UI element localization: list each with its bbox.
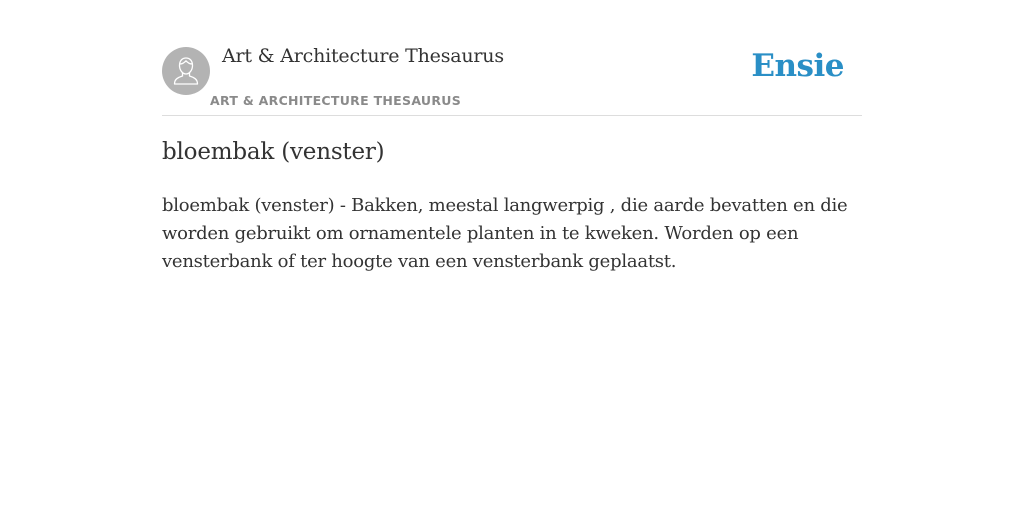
source-header <box>162 0 862 116</box>
user-icon <box>162 47 210 95</box>
avatar[interactable] <box>162 47 210 95</box>
source-subtitle[interactable]: ART & ARCHITECTURE THESAURUS <box>210 93 462 108</box>
page-container <box>162 0 862 272</box>
source-title[interactable]: Art & Architecture Thesaurus <box>222 45 504 67</box>
entry-definition: bloembak (venster) - Bakken, meestal langwerpig , die aarde bevatten en die worden gebruikt om ornamentele planten in te kweken. Worden op een vensterbank of ter hoogte van een vensterbank geplaatst. <box>162 195 848 272</box>
ensie-logo[interactable]: Ensie <box>751 48 844 84</box>
entry-title: bloembak (venster) <box>162 139 385 165</box>
